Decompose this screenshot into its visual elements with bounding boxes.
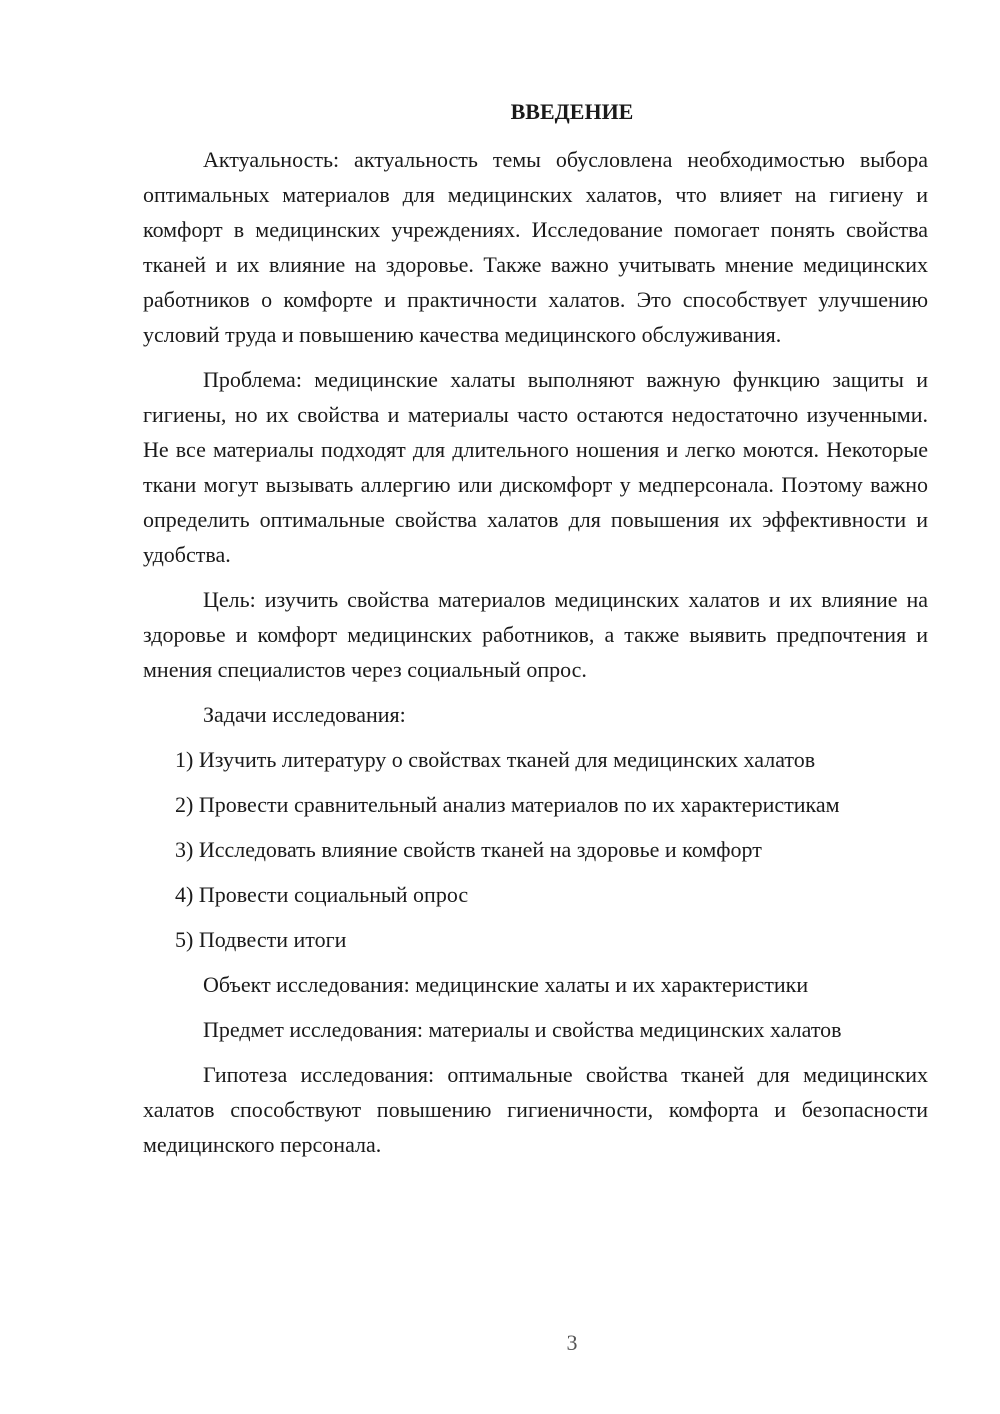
paragraph-object: Объект исследования: медицинские халаты и их характеристики	[203, 972, 809, 997]
paragraph-relevance: Актуальность: актуальность темы обусловлена необходимостью выбора оптимальных материалов для медицинских халатов, что влияет на гигиену и комфорт в медицинских учреждениях. Исследование помогает понять свойства тканей и их влияние на здоровье. Также важно учитывать мнение медицинских работников о комфорте и практичности халатов. Это способствует улучшению условий труда и повышению качества медицинского обслуживания.	[143, 147, 928, 347]
document-body	[143, 142, 928, 1162]
page-title: ВВЕДЕНИЕ	[510, 99, 634, 124]
paragraph-goal: Цель: изучить свойства материалов медицинских халатов и их влияние на здоровье и комфорт медицинских работников, а также выявить предпочтения и мнения специалистов через социальный опрос.	[143, 587, 928, 682]
task-item-3: 3) Исследовать влияние свойств тканей на здоровье и комфорт	[175, 837, 762, 862]
task-item-4: 4) Провести социальный опрос	[175, 882, 469, 907]
paragraph-hypothesis: Гипотеза исследования: оптимальные свойства тканей для медицинских халатов способствуют повышению гигиеничности, комфорта и безопасности медицинского персонала.	[143, 1062, 928, 1157]
paragraph-problem: Проблема: медицинские халаты выполняют важную функцию защиты и гигиены, но их свойства и материалы часто остаются недостаточно изученными. Не все материалы подходят для длительного ношения и легко моются. Некоторые ткани могут вызывать аллергию или дискомфорт у медперсонала. Поэтому важно определить оптимальные свойства халатов для повышения их эффективности и удобства.	[143, 367, 928, 567]
tasks-heading: Задачи исследования:	[203, 702, 406, 727]
task-item-5: 5) Подвести итоги	[175, 927, 347, 952]
paragraph-subject: Предмет исследования: материалы и свойства медицинских халатов	[203, 1017, 842, 1042]
task-item-1: 1) Изучить литературу о свойствах тканей для медицинских халатов	[175, 747, 816, 772]
page-number: 3	[566, 1330, 578, 1355]
task-item-2: 2) Провести сравнительный анализ материалов по их характеристикам	[175, 792, 840, 817]
